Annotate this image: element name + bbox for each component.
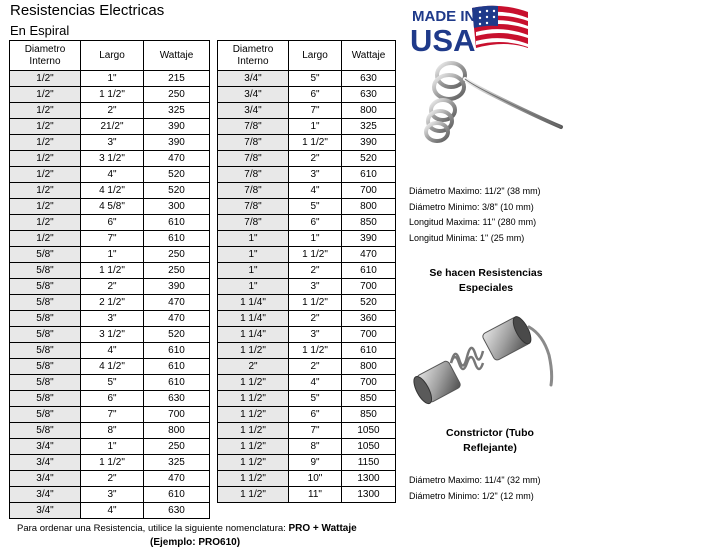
cell-wattage: 610 bbox=[144, 343, 210, 359]
cell-diameter: 5/8" bbox=[10, 295, 81, 311]
cell-length: 7" bbox=[81, 231, 144, 247]
cell-length: 4 1/2" bbox=[81, 359, 144, 375]
cell-diameter: 1/2" bbox=[10, 167, 81, 183]
cell-diameter: 1/2" bbox=[10, 199, 81, 215]
cell-diameter: 7/8" bbox=[218, 167, 289, 183]
spec-line: Longitud Maxima: 11" (280 mm) bbox=[409, 217, 537, 227]
cell-diameter: 1/2" bbox=[10, 135, 81, 151]
cell-diameter: 1 1/4" bbox=[218, 311, 289, 327]
cell-diameter: 1 1/2" bbox=[218, 423, 289, 439]
column-header-wattage: Wattaje bbox=[144, 41, 210, 71]
table-row bbox=[10, 487, 210, 503]
cell-wattage: 700 bbox=[342, 279, 396, 295]
table-row bbox=[218, 119, 396, 135]
cell-length: 3" bbox=[81, 135, 144, 151]
table-row bbox=[218, 327, 396, 343]
table-row bbox=[218, 359, 396, 375]
table-row bbox=[10, 455, 210, 471]
coil-specs bbox=[409, 184, 541, 246]
cell-wattage: 250 bbox=[144, 247, 210, 263]
cell-length: 6" bbox=[289, 407, 342, 423]
cell-diameter: 3/4" bbox=[10, 503, 81, 519]
cell-diameter: 5/8" bbox=[10, 423, 81, 439]
cell-diameter: 1 1/2" bbox=[218, 471, 289, 487]
table-row bbox=[10, 375, 210, 391]
cell-wattage: 325 bbox=[342, 119, 396, 135]
cell-wattage: 850 bbox=[342, 215, 396, 231]
cell-diameter: 3/4" bbox=[218, 71, 289, 87]
cell-wattage: 390 bbox=[144, 279, 210, 295]
cell-diameter: 7/8" bbox=[218, 119, 289, 135]
cell-length: 6" bbox=[81, 391, 144, 407]
cell-length: 7" bbox=[81, 407, 144, 423]
cell-wattage: 470 bbox=[342, 247, 396, 263]
cell-diameter: 2" bbox=[218, 359, 289, 375]
cell-length: 1 1/2" bbox=[81, 87, 144, 103]
cell-diameter: 7/8" bbox=[218, 199, 289, 215]
order-formula: PRO + Wattaje bbox=[288, 523, 357, 534]
cell-diameter: 5/8" bbox=[10, 407, 81, 423]
cell-wattage: 610 bbox=[144, 231, 210, 247]
table-row bbox=[218, 263, 396, 279]
cell-length: 4 1/2" bbox=[81, 183, 144, 199]
coil-heater-image bbox=[413, 55, 565, 170]
order-instructions bbox=[17, 523, 357, 534]
cell-wattage: 325 bbox=[144, 103, 210, 119]
column-header-diameter: Diametro Interno bbox=[10, 41, 81, 71]
cell-wattage: 630 bbox=[342, 71, 396, 87]
cell-length: 7" bbox=[289, 103, 342, 119]
spec-line: Diámetro Minimo: 3/8" (10 mm) bbox=[409, 201, 534, 212]
cell-length: 5" bbox=[289, 391, 342, 407]
cell-diameter: 1 1/2" bbox=[218, 455, 289, 471]
table-row bbox=[10, 503, 210, 519]
cell-length: 8" bbox=[289, 439, 342, 455]
cell-wattage: 700 bbox=[342, 375, 396, 391]
cell-diameter: 1 1/2" bbox=[218, 343, 289, 359]
cell-wattage: 700 bbox=[342, 183, 396, 199]
table-row bbox=[218, 391, 396, 407]
cell-wattage: 610 bbox=[342, 263, 396, 279]
cell-diameter: 5/8" bbox=[10, 359, 81, 375]
cell-length: 6" bbox=[289, 215, 342, 231]
cell-diameter: 7/8" bbox=[218, 183, 289, 199]
special-note: Se hacen Resistencias Especiales bbox=[429, 267, 543, 294]
cell-wattage: 390 bbox=[342, 231, 396, 247]
cell-diameter: 1" bbox=[218, 231, 289, 247]
table-row bbox=[218, 151, 396, 167]
cell-wattage: 325 bbox=[144, 455, 210, 471]
cell-wattage: 610 bbox=[342, 167, 396, 183]
cell-wattage: 800 bbox=[144, 423, 210, 439]
cell-diameter: 1" bbox=[218, 279, 289, 295]
table-row bbox=[218, 103, 396, 119]
table-header-row bbox=[10, 41, 210, 71]
cell-diameter: 1/2" bbox=[10, 103, 81, 119]
column-header-length: Largo bbox=[289, 41, 342, 71]
cell-length: 3 1/2" bbox=[81, 327, 144, 343]
cell-diameter: 5/8" bbox=[10, 343, 81, 359]
cell-length: 3" bbox=[289, 279, 342, 295]
cell-length: 3" bbox=[81, 487, 144, 503]
cell-length: 2" bbox=[289, 151, 342, 167]
cell-wattage: 610 bbox=[144, 375, 210, 391]
cell-diameter: 1 1/2" bbox=[218, 407, 289, 423]
cell-length: 4" bbox=[289, 183, 342, 199]
cell-wattage: 520 bbox=[144, 167, 210, 183]
table-row bbox=[10, 167, 210, 183]
table-row bbox=[218, 471, 396, 487]
table-row bbox=[10, 295, 210, 311]
cell-length: 2" bbox=[289, 263, 342, 279]
cell-length: 5" bbox=[81, 375, 144, 391]
cell-length: 4" bbox=[81, 343, 144, 359]
cell-diameter: 1 1/2" bbox=[218, 375, 289, 391]
table-row bbox=[10, 311, 210, 327]
cell-wattage: 1050 bbox=[342, 423, 396, 439]
cell-length: 11" bbox=[289, 487, 342, 503]
cell-wattage: 470 bbox=[144, 295, 210, 311]
spec-line: Diámetro Maximo: 11/4" (32 mm) bbox=[409, 475, 541, 485]
cell-wattage: 390 bbox=[144, 135, 210, 151]
cell-wattage: 520 bbox=[342, 295, 396, 311]
cell-length: 9" bbox=[289, 455, 342, 471]
cell-wattage: 1150 bbox=[342, 455, 396, 471]
table-row bbox=[218, 167, 396, 183]
cell-wattage: 630 bbox=[342, 87, 396, 103]
table-row bbox=[10, 423, 210, 439]
order-example: (Ejemplo: PRO610) bbox=[150, 537, 241, 548]
table-row bbox=[10, 215, 210, 231]
cell-length: 6" bbox=[289, 87, 342, 103]
table-row bbox=[218, 71, 396, 87]
cell-diameter: 1" bbox=[218, 263, 289, 279]
cell-wattage: 610 bbox=[144, 215, 210, 231]
cell-wattage: 470 bbox=[144, 151, 210, 167]
table-body bbox=[10, 71, 210, 519]
table-row bbox=[10, 439, 210, 455]
table-row bbox=[10, 71, 210, 87]
made-in-usa-logo bbox=[410, 4, 530, 54]
table-row bbox=[10, 327, 210, 343]
table-row bbox=[218, 407, 396, 423]
table-row bbox=[10, 135, 210, 151]
cell-length: 5" bbox=[289, 199, 342, 215]
cell-diameter: 5/8" bbox=[10, 247, 81, 263]
cell-length: 2" bbox=[81, 471, 144, 487]
cell-length: 1" bbox=[289, 119, 342, 135]
cell-wattage: 800 bbox=[342, 199, 396, 215]
cell-length: 6" bbox=[81, 215, 144, 231]
page-title: Resistencias Electricas bbox=[10, 2, 165, 19]
table-row bbox=[10, 183, 210, 199]
cell-length: 2" bbox=[289, 359, 342, 375]
cell-length: 1 1/2" bbox=[289, 247, 342, 263]
cell-diameter: 5/8" bbox=[10, 311, 81, 327]
cell-length: 3 1/2" bbox=[81, 151, 144, 167]
table-row bbox=[218, 199, 396, 215]
cell-wattage: 630 bbox=[144, 391, 210, 407]
table-row bbox=[10, 407, 210, 423]
cell-wattage: 470 bbox=[144, 311, 210, 327]
cell-length: 1" bbox=[81, 247, 144, 263]
table-row bbox=[10, 343, 210, 359]
flag-icon bbox=[472, 6, 528, 48]
cell-diameter: 3/4" bbox=[218, 103, 289, 119]
cell-length: 1" bbox=[81, 439, 144, 455]
table-row bbox=[218, 135, 396, 151]
table-row bbox=[10, 471, 210, 487]
cell-diameter: 1/2" bbox=[10, 119, 81, 135]
cell-diameter: 1/2" bbox=[10, 183, 81, 199]
cell-length: 3" bbox=[289, 327, 342, 343]
cell-wattage: 700 bbox=[342, 327, 396, 343]
cell-length: 1" bbox=[289, 231, 342, 247]
spec-table-1 bbox=[9, 40, 210, 519]
cell-wattage: 250 bbox=[144, 87, 210, 103]
table-row bbox=[218, 247, 396, 263]
cell-diameter: 7/8" bbox=[218, 215, 289, 231]
table-row bbox=[218, 423, 396, 439]
column-header-length: Largo bbox=[81, 41, 144, 71]
cell-wattage: 250 bbox=[144, 263, 210, 279]
table-row bbox=[10, 119, 210, 135]
cell-wattage: 700 bbox=[144, 407, 210, 423]
constrictor-label: Constrictor (Tubo Reflejante) bbox=[446, 427, 534, 454]
badge-line2: USA bbox=[410, 23, 476, 54]
cell-wattage: 610 bbox=[342, 343, 396, 359]
table-row bbox=[10, 391, 210, 407]
cell-diameter: 1/2" bbox=[10, 215, 81, 231]
spec-line: Diámetro Maximo: 11/2" (38 mm) bbox=[409, 186, 541, 196]
cell-wattage: 215 bbox=[144, 71, 210, 87]
cell-wattage: 1050 bbox=[342, 439, 396, 455]
cell-diameter: 1 1/2" bbox=[218, 439, 289, 455]
cell-length: 8" bbox=[81, 423, 144, 439]
cell-length: 1 1/2" bbox=[81, 263, 144, 279]
table-row bbox=[218, 87, 396, 103]
badge-line1: MADE IN bbox=[412, 8, 476, 25]
cell-length: 2 1/2" bbox=[81, 295, 144, 311]
cell-diameter: 5/8" bbox=[10, 375, 81, 391]
cell-wattage: 390 bbox=[342, 135, 396, 151]
cell-wattage: 360 bbox=[342, 311, 396, 327]
spec-line: Diámetro Minimo: 1/2" (12 mm) bbox=[409, 490, 534, 501]
constrictor-specs bbox=[409, 473, 541, 504]
cell-wattage: 1300 bbox=[342, 471, 396, 487]
cell-diameter: 1 1/4" bbox=[218, 327, 289, 343]
cell-wattage: 800 bbox=[342, 359, 396, 375]
table-row bbox=[10, 279, 210, 295]
cell-wattage: 390 bbox=[144, 119, 210, 135]
table-row bbox=[218, 455, 396, 471]
cell-length: 2" bbox=[81, 103, 144, 119]
constrictor-image bbox=[411, 305, 561, 405]
table-row bbox=[10, 263, 210, 279]
cell-diameter: 1" bbox=[218, 247, 289, 263]
cell-length: 5" bbox=[289, 71, 342, 87]
cell-diameter: 5/8" bbox=[10, 391, 81, 407]
table-row bbox=[218, 343, 396, 359]
cell-length: 1 1/2" bbox=[81, 455, 144, 471]
cell-length: 2" bbox=[289, 311, 342, 327]
table-row bbox=[218, 183, 396, 199]
cell-wattage: 300 bbox=[144, 199, 210, 215]
cell-length: 3" bbox=[81, 311, 144, 327]
cell-diameter: 1/2" bbox=[10, 71, 81, 87]
cell-wattage: 470 bbox=[144, 471, 210, 487]
table-row bbox=[10, 231, 210, 247]
cell-length: 2" bbox=[81, 279, 144, 295]
cell-diameter: 3/4" bbox=[218, 87, 289, 103]
cell-wattage: 800 bbox=[342, 103, 396, 119]
cell-length: 21/2" bbox=[81, 119, 144, 135]
cell-length: 7" bbox=[289, 423, 342, 439]
cell-diameter: 3/4" bbox=[10, 487, 81, 503]
cell-diameter: 1/2" bbox=[10, 151, 81, 167]
cell-diameter: 1 1/2" bbox=[218, 487, 289, 503]
cell-length: 1 1/2" bbox=[289, 135, 342, 151]
spec-line: Longitud Minima: 1" (25 mm) bbox=[409, 232, 525, 243]
column-header-wattage: Wattaje bbox=[342, 41, 396, 71]
cell-length: 4" bbox=[289, 375, 342, 391]
table-row bbox=[10, 103, 210, 119]
table-row bbox=[218, 311, 396, 327]
cell-length: 1" bbox=[81, 71, 144, 87]
table-body bbox=[218, 71, 396, 503]
cell-wattage: 520 bbox=[342, 151, 396, 167]
table-row bbox=[10, 359, 210, 375]
cell-wattage: 1300 bbox=[342, 487, 396, 503]
cell-length: 1 1/2" bbox=[289, 343, 342, 359]
table-row bbox=[218, 215, 396, 231]
cell-wattage: 610 bbox=[144, 359, 210, 375]
cell-diameter: 1/2" bbox=[10, 87, 81, 103]
table-row bbox=[218, 295, 396, 311]
table-row bbox=[218, 375, 396, 391]
cell-length: 4" bbox=[81, 503, 144, 519]
cell-wattage: 250 bbox=[144, 439, 210, 455]
cell-length: 1 1/2" bbox=[289, 295, 342, 311]
cell-diameter: 7/8" bbox=[218, 135, 289, 151]
table-row bbox=[10, 87, 210, 103]
cell-diameter: 5/8" bbox=[10, 263, 81, 279]
cell-diameter: 3/4" bbox=[10, 471, 81, 487]
cell-diameter: 5/8" bbox=[10, 327, 81, 343]
column-header-diameter: Diametro Interno bbox=[218, 41, 289, 71]
cell-wattage: 850 bbox=[342, 407, 396, 423]
order-text: Para ordenar una Resistencia, utilice la siguiente nomenclatura: bbox=[17, 523, 286, 534]
cell-diameter: 7/8" bbox=[218, 151, 289, 167]
table-row bbox=[218, 231, 396, 247]
table-row bbox=[10, 247, 210, 263]
cell-diameter: 1/2" bbox=[10, 231, 81, 247]
cell-wattage: 850 bbox=[342, 391, 396, 407]
cell-diameter: 1 1/4" bbox=[218, 295, 289, 311]
cell-diameter: 5/8" bbox=[10, 279, 81, 295]
spec-table-2 bbox=[217, 40, 396, 503]
cell-length: 3" bbox=[289, 167, 342, 183]
table-row bbox=[10, 199, 210, 215]
cell-diameter: 3/4" bbox=[10, 455, 81, 471]
cell-diameter: 3/4" bbox=[10, 439, 81, 455]
table-row bbox=[218, 279, 396, 295]
cell-length: 4" bbox=[81, 167, 144, 183]
cell-length: 4 5/8" bbox=[81, 199, 144, 215]
table-row bbox=[218, 487, 396, 503]
table-header-row bbox=[218, 41, 396, 71]
table-row bbox=[10, 151, 210, 167]
cell-wattage: 520 bbox=[144, 183, 210, 199]
table-row bbox=[218, 439, 396, 455]
page-subtitle: En Espiral bbox=[10, 23, 70, 38]
cell-length: 10" bbox=[289, 471, 342, 487]
cell-diameter: 1 1/2" bbox=[218, 391, 289, 407]
cell-wattage: 610 bbox=[144, 487, 210, 503]
cell-wattage: 630 bbox=[144, 503, 210, 519]
cell-wattage: 520 bbox=[144, 327, 210, 343]
